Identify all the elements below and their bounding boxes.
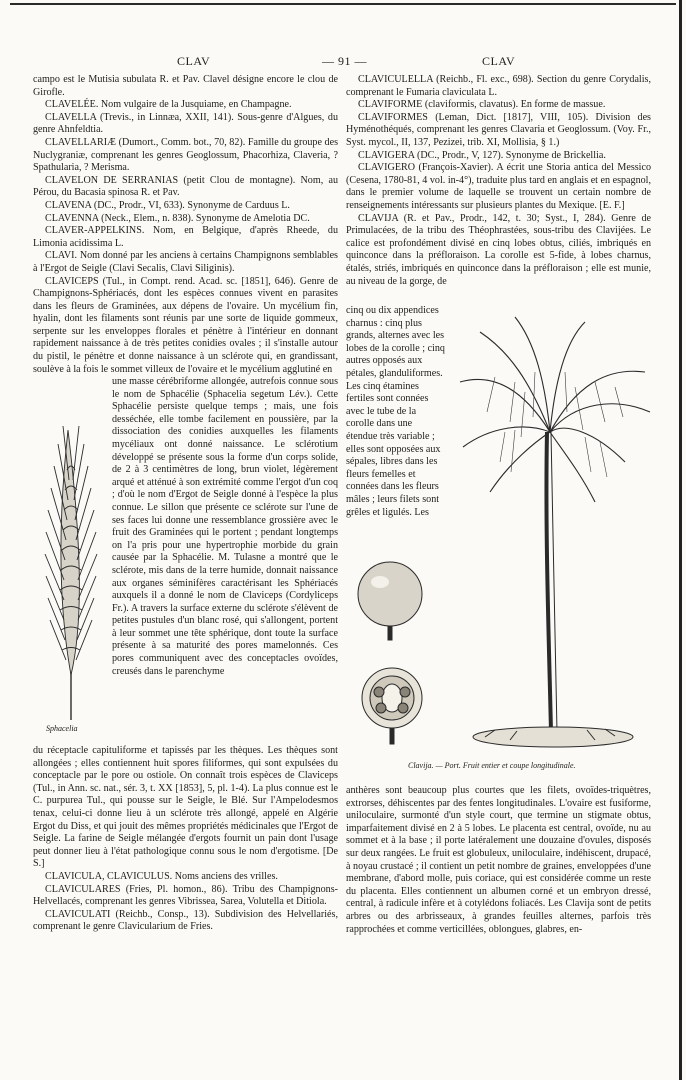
- running-head-right: CLAV: [482, 54, 516, 68]
- entry: CLAVIGERA (DC., Prodr., V, 127). Synonyme de Brickellia.: [358, 149, 606, 161]
- entry: CLAVICULARES (Fries, Pl. homon., 86). Tribu des Champignons-Helvellacés, comprenant les genres Vibrissea, Sarea, Volutella et Ditiola.: [33, 883, 338, 908]
- left-bottom-entries: [33, 745, 338, 934]
- entry: CLAVELON DE SERRANIAS (petit Clou de montagne). Nom, au Pérou, du Bacasia spinosa R. et Pav.: [33, 174, 338, 199]
- entry: CLAVENA (DC., Prodr., VI, 633). Synonyme de Carduus L.: [45, 199, 290, 211]
- sphacelia-illustration: [36, 420, 106, 720]
- claviceps-continued: une masse cérébriforme allongée, autrefois connue sous le nom de Sphacélie (Sphacelia segetum Lév.). Cette Sphacélie persiste quelque temps ; mais, une fois desséchée, elle tombe facilement en poussière, par la dissociation des conidies auxquelles les filaments mycéliaux ont donné naissance. Le sclérotium développé se présente sous la forme d'un corps solide, de 2 à 3 centimètres de long, brun violet, légèrement arqué et atténué à son extrémité comme l'ergot d'un coq ; d'où le nom d'Ergot de Seigle donné à l'espèce la plus connue. Le sillon que présente ce sclérote sur l'une de ses faces lui donne une ressemblance grossière avec le fruit des Graminées qui le portent ; pendant longtemps on l'a pris pour une hypertrophie morbide du grain causée par la Sphacélie. M. Tulasne a montré que le sclérote, mis dans de la terre humide, donnait naissance aux organes séminifères caractérisant les Sphériacés auxquels il a donné le nom de Claviceps (Cordyliceps Fr.). A travers la surface externe du sclérote s'élèvent de petites pustules d'un blanc rosé, qui s'allongent, portent à leur sommet une tête sphérique, dont toute la surface présente à sa maturité des pores mamelonnés. Ces pores communiquent avec des conceptacles ovoïdes, creusés dans le parenchyme: [112, 376, 338, 677]
- sphacelia-caption: Sphacelia: [46, 724, 78, 733]
- fruit-section-illustration: [357, 664, 427, 746]
- clavija-caption: Clavija. — Port. Fruit entier et coupe longitudinale.: [408, 761, 576, 770]
- entry: CLAVIFORMES (Leman, Dict. [1817], VIII, 105). Division des Hyménothéqués, comprenant les genres Clavaria et Geoglossum. (Voy. Fr., Syst. mycol., II, 137, Pezizei, trib. XI, Mollisia, § 1.): [346, 111, 651, 148]
- entry: CLAVELLARIÆ (Dumort., Comm. bot., 70, 82). Famille du groupe des Nuclygraniæ, comprenant les genres Geoglossum, Phacorhiza, Claveria, ? Spathularia, ? Merisma.: [33, 136, 338, 174]
- page-edge-bar: [679, 0, 682, 1080]
- right-column-entries: [346, 74, 651, 288]
- running-head-left: CLAV: [177, 54, 211, 68]
- claviceps-end: du réceptacle capituliforme et tapissés par les thèques. Les thèques sont allongées ; elles contiennent huit spores filiformes, qui sont expulsées du conceptacle par le pore ou ostiole. On connaît trois espèces de Claviceps (Tul., in Ann. sc. nat., sér. 3, t. XX [1853], 5, pl. 1-4). La plus connue est le C. purpurea Tul., qui pousse sur le Seigle, le Blé. Sur l'Ampelodesmos tenax, celui-ci donne lieu à un sclérote très allongé, appelé en Algérie Ergot du Diss, et qui jouit des mêmes propriétés médicinales que l'Ergot de Seigle. La farine de Seigle mélangée d'ergots fournit un pain dont l'usage peut donner lieu à l'état pathologique connu sous le nom d'ergotisme. [De S.]: [33, 745, 338, 870]
- entry: CLAVELLA (Trevis., in Linnæa, XXII, 141). Sous-genre d'Algues, du genre Ahnfeldtia.: [33, 111, 338, 136]
- entry: CLAVICULATI (Reichb., Consp., 13). Subdivision des Helvellariés, comprenant le genre Clavicularium de Fries.: [33, 908, 338, 933]
- right-narrow-text: [346, 305, 446, 519]
- fruit-whole-illustration: [354, 556, 426, 642]
- entry: CLAVI. Nom donné par les anciens à certains Champignons semblables à l'Ergot de Seigle (Clavi Secalis, Clavi Siliginis).: [33, 250, 338, 274]
- entry: CLAVER-APPELKINS. Nom, en Belgique, d'après Rheede, du Limonia acidissima L.: [33, 225, 338, 249]
- page-number: — 91 —: [322, 54, 367, 68]
- entry: CLAVICULA, CLAVICULUS. Noms anciens des vrilles.: [45, 870, 278, 882]
- left-narrow-text: [112, 376, 338, 678]
- entry: CLAVIFORME (claviformis, clavatus). En forme de massue.: [358, 99, 606, 111]
- entry: CLAVELÉE. Nom vulgaire de la Jusquiame, en Champagne.: [45, 99, 292, 111]
- top-rule: [10, 3, 676, 5]
- entry: CLAVIGERO (François-Xavier). A écrit une Storia antica del Messico (Cesena, 1780-81, 4 vol. in-4°), traduite plus tard en anglais et en espagnol, dans le premier volume de laquelle se trouvent un certain nombre de renseignements intéressants sur plusieurs plantes du Mexique. [E. F.]: [346, 162, 651, 211]
- left-column-entries: [33, 74, 338, 376]
- entry: CLAVENNA (Neck., Elem., n. 838). Synonyme de Amelotia DC.: [45, 212, 310, 224]
- clavija-description-end: anthères sont beaucoup plus courtes que les filets, ovoïdes-triquètres, extrorses, déhiscentes par des fentes longitudinales. L'ovaire est fusiforme, uniloculaire, surmonté d'un style court, que termine un stigmate obtus, imparfaitement divisé en 2 à 5 lobes. Le placenta est central, ovoïde, nu au sommet et à la base ; il porte latéralement une douzaine d'ovules, disposés sur deux rangées. Le fruit est globuleux, uniloculaire, indéhiscent, drupacé, à noyau crustacé ; il contient un petit nombre de graines, enveloppées d'une membrane, d'abord molle, puis coriace, qui est considérée comme un reste du placenta. Elles contiennent un albumen corné et un embryon dressé, central, à radicule infère et à cotylédons foliacés. Les Clavija sont de petits arbres ou des arbrisseaux, à grandes feuilles alternes, parfois très rapprochées et comme verticillées, oblongues, glabres, en-: [346, 785, 651, 935]
- entry-clavija: CLAVIJA (R. et Pav., Prodr., 142, t. 30; Syst., I, 284). Genre de Primulacées, de la tribu des Théophrastées, sous-tribu des Clavijées. Le calice est profondément divisé en cinq lobes obtus, ciliés, imbriqués en quinconce dans la préfloraison. La corolle est 5-fide, à lobes charnus, étalés, striés, imbriqués en quinconce dans la préfloraison ; elle est munie, au niveau de la gorge, de: [346, 212, 651, 287]
- entry-claviceps: CLAVICEPS (Tul., in Compt. rend. Acad. sc. [1851], 646). Genre de Champignons-Sphériacés, dont les espèces connues vivent en parasites dans les fleurs de Graminées, aux dépens de l'ovaire. Un mycélium fin, hyalin, dont les filaments sont réunis par une sorte de liquide gommeux, serpente sur les enveloppes florales et pénètre à l'intérieur en donnant rapidement naissance à de très petites conidies ovales ; il s'installe autour du pistil, le pénètre et donne naissance à un sclérote qui, en grandissant, soulève à la fois le sommet villeux de l'ovaire et le mycélium agglutiné en: [33, 275, 338, 375]
- entry: campo est le Mutisia subulata R. et Pav. Clavel désigne encore le clou de Girofle.: [33, 74, 338, 98]
- clavija-continued: cinq ou dix appendices charnus : cinq plus grands, alternes avec les lobes de la corolle ; cinq autres opposés aux pétales, glanduliformes. Les cinq étamines fertiles sont connées avec le tube de la corolle dans une étendue très variable ; elles sont opposées aux sépales, libres dans les fleurs femelles et connées dans les fleurs mâles ; leurs filets sont grêles et ligulés. Les: [346, 305, 445, 518]
- clavija-tree-illustration: [455, 312, 655, 752]
- entry: CLAVICULELLA (Reichb., Fl. exc., 698). Section du genre Corydalis, comprenant le Fumaria claviculata L.: [346, 74, 651, 98]
- right-bottom-text: [346, 785, 651, 936]
